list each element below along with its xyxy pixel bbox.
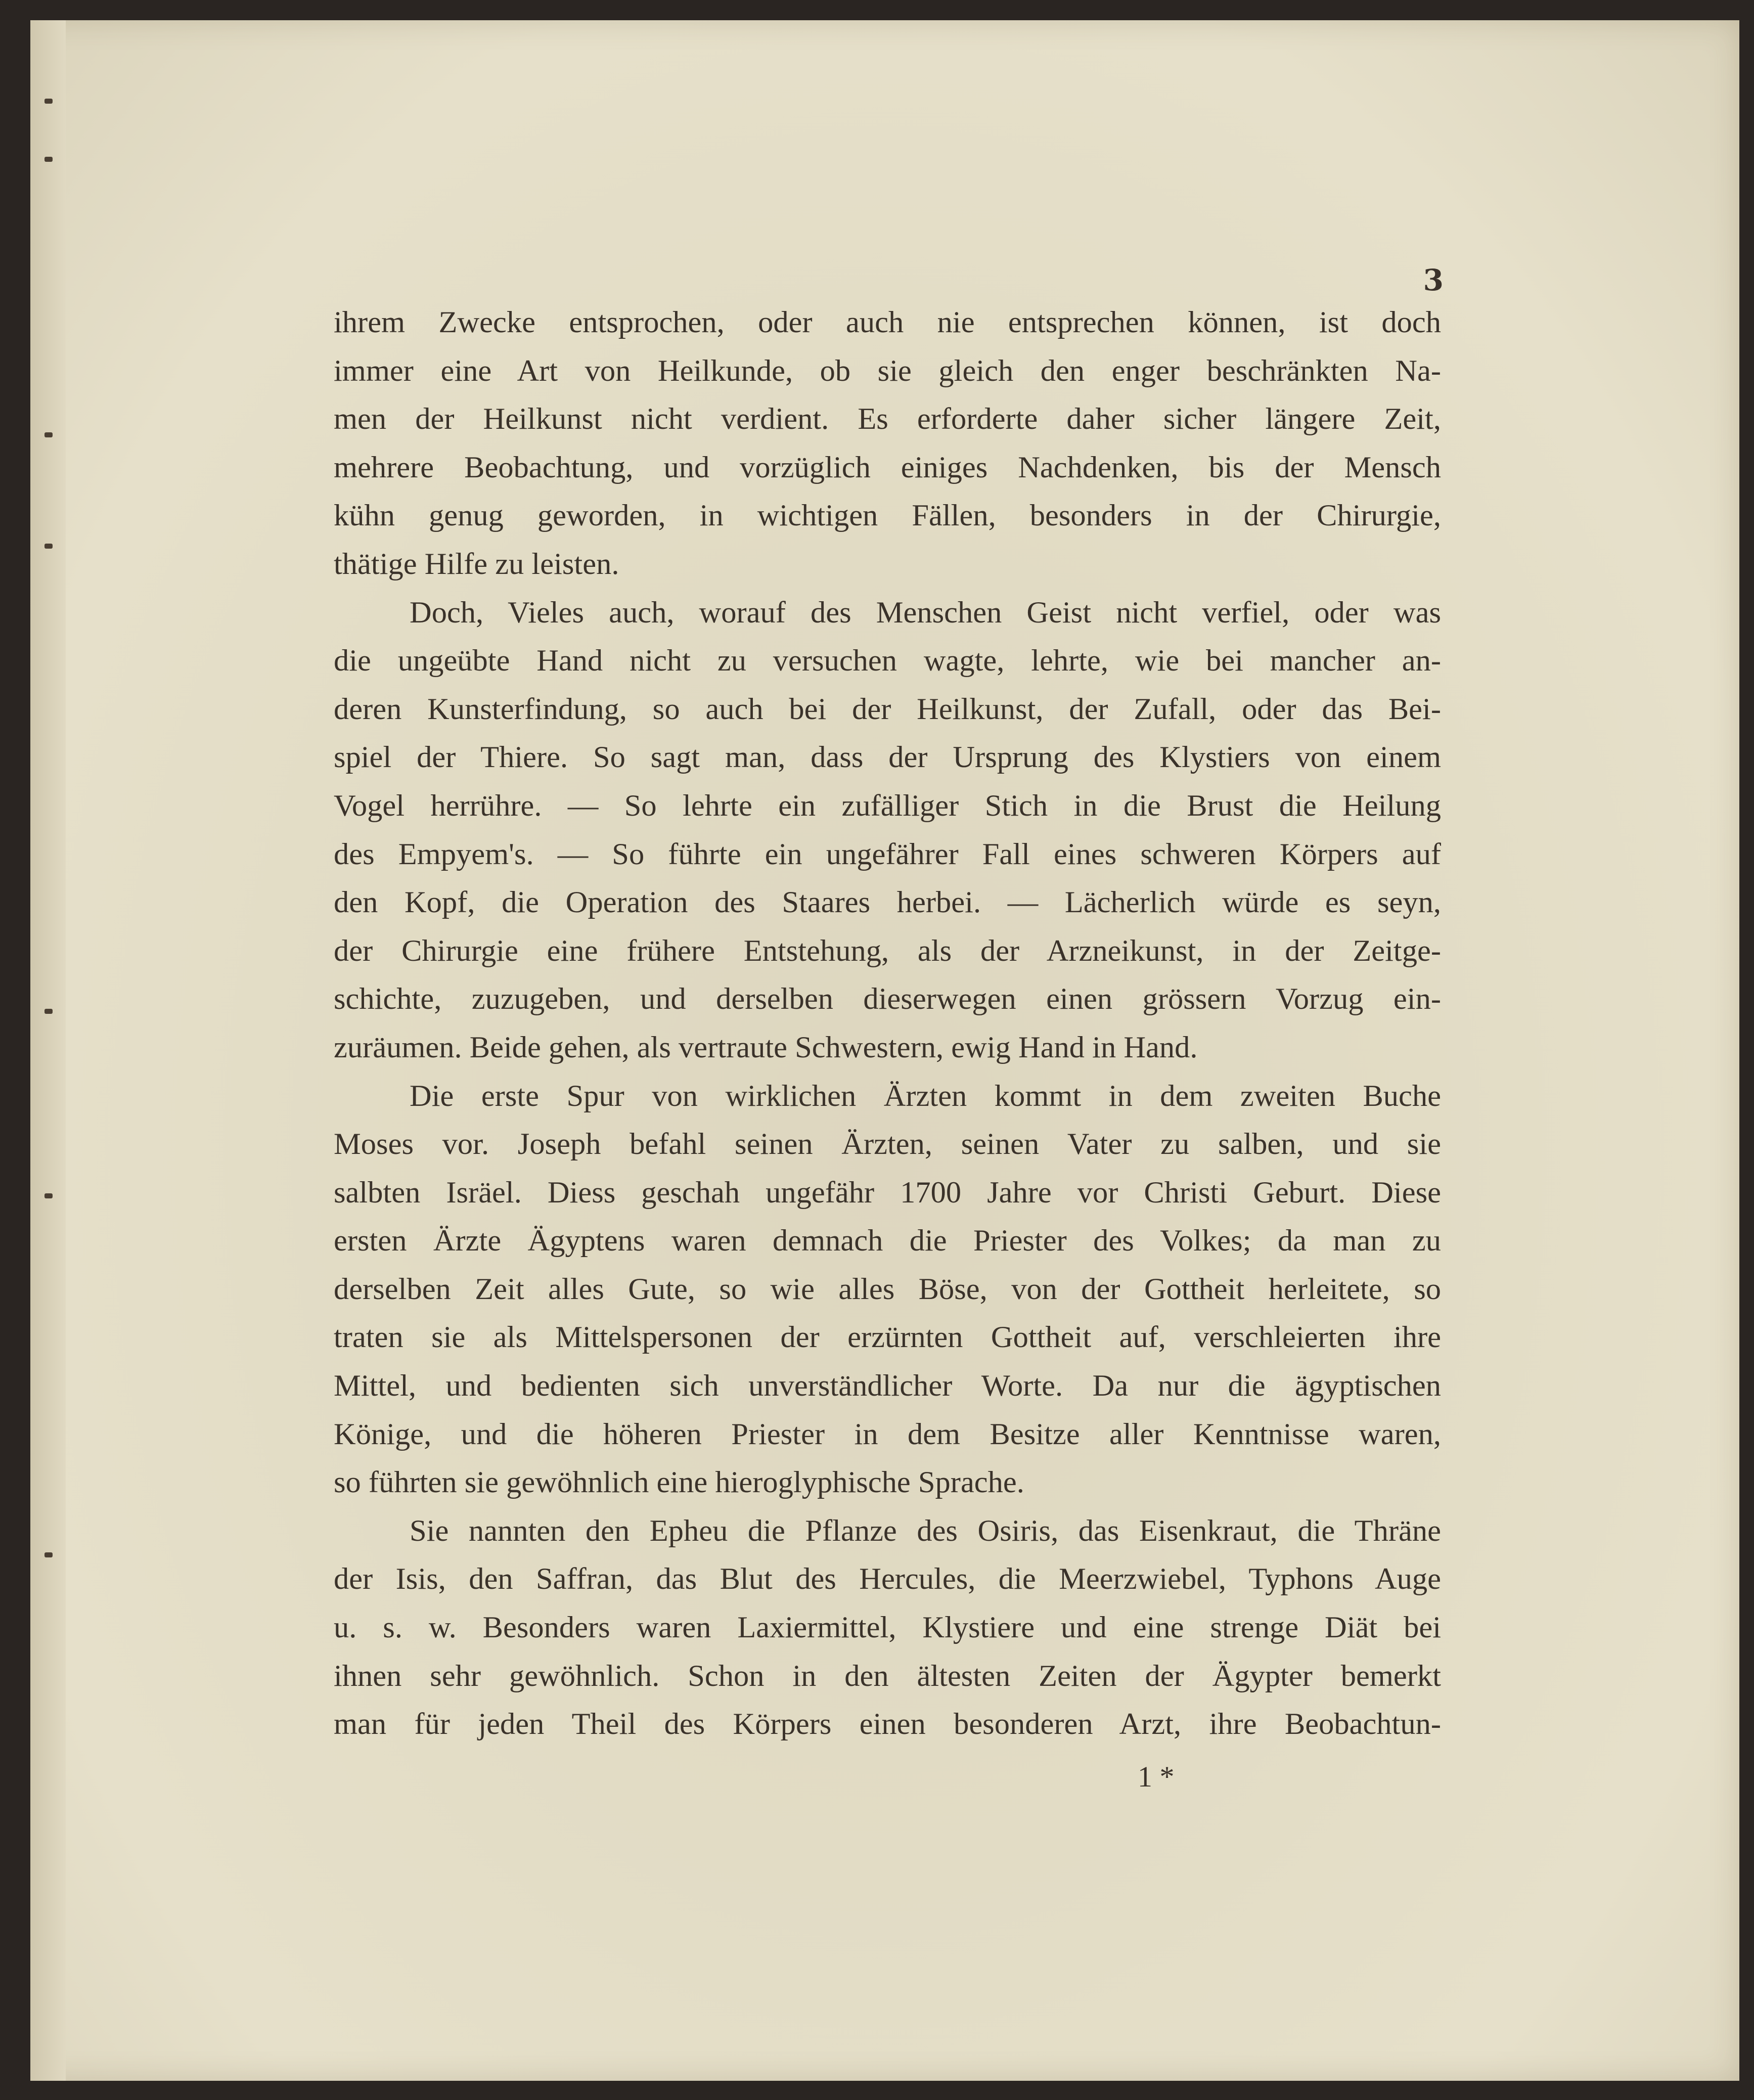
text-line: die ungeübte Hand nicht zu versuchen wagte, lehrte, wie bei mancher an- [334, 644, 1441, 678]
text-line: derselben Zeit alles Gute, so wie alles Böse, von der Gottheit herleitete, so [334, 1272, 1441, 1306]
text-line: thätige Hilfe zu leisten. [334, 547, 619, 581]
text-line: salbten Isräel. Diess geschah ungefähr 1700 Jahre vor Christi Geburt. Diese [334, 1175, 1441, 1210]
page-gutter [30, 20, 66, 2081]
text-line: Sie nannten den Epheu die Pflanze des Osiris, das Eisenkraut, die Thräne [410, 1513, 1441, 1548]
binding-stitch [44, 99, 53, 104]
text-line: Könige, und die höheren Priester in dem Besitze aller Kenntnisse waren, [334, 1417, 1441, 1451]
text-line: Mittel, und bedienten sich unverständlicher Worte. Da nur die ägyptischen [334, 1369, 1441, 1403]
text-line: Die erste Spur von wirklichen Ärzten kommt in dem zweiten Buche [410, 1079, 1441, 1113]
text-line: traten sie als Mittelspersonen der erzürnten Gottheit auf, verschleierten ihre [334, 1320, 1441, 1355]
text-line: so führten sie gewöhnlich eine hieroglyphische Sprache. [334, 1465, 1024, 1500]
text-line: des Empyem's. — So führte ein ungefährer Fall eines schweren Körpers auf [334, 837, 1441, 871]
text-line: der Chirurgie eine frühere Entstehung, als der Arzneikunst, in der Zeitge- [334, 933, 1441, 968]
page-number: 3 [1423, 263, 1444, 297]
text-line: man für jeden Theil des Körpers einen besonderen Arzt, ihre Beobachtun- [334, 1707, 1441, 1741]
text-line: deren Kunsterfindung, so auch bei der Heilkunst, der Zufall, oder das Bei- [334, 692, 1441, 726]
text-line: ersten Ärzte Ägyptens waren demnach die Priester des Volkes; da man zu [334, 1224, 1441, 1258]
text-line: ihnen sehr gewöhnlich. Schon in den ältesten Zeiten der Ägypter bemerkt [334, 1659, 1441, 1693]
binding-stitch [44, 1193, 53, 1198]
binding-stitch [44, 544, 53, 549]
text-line: Moses vor. Joseph befahl seinen Ärzten, seinen Vater zu salben, und sie [334, 1127, 1441, 1161]
text-line: mehrere Beobachtung, und vorzüglich einiges Nachdenken, bis der Mensch [334, 450, 1441, 484]
text-line: Vogel herrühre. — So lehrte ein zufälliger Stich in die Brust die Heilung [334, 788, 1441, 823]
text-line: Doch, Vieles auch, worauf des Menschen Geist nicht verfiel, oder was [410, 595, 1441, 630]
binding-stitch [44, 1552, 53, 1557]
text-line: ihrem Zwecke entsprochen, oder auch nie entsprechen können, ist doch [334, 305, 1441, 339]
text-line: den Kopf, die Operation des Staares herbei. — Lächerlich würde es seyn, [334, 885, 1441, 920]
binding-stitch [44, 432, 53, 437]
signature-mark: 1 * [1138, 1760, 1175, 1793]
binding-stitch [44, 1009, 53, 1014]
text-line: der Isis, den Saffran, das Blut des Hercules, die Meerzwiebel, Typhons Auge [334, 1562, 1441, 1596]
text-line: u. s. w. Besonders waren Laxiermittel, Klystiere und eine strenge Diät bei [334, 1611, 1441, 1645]
text-line: zuräumen. Beide gehen, als vertraute Schwestern, ewig Hand in Hand. [334, 1030, 1198, 1064]
text-line: kühn genug geworden, in wichtigen Fällen, besonders in der Chirurgie, [334, 499, 1441, 533]
binding-stitch [44, 157, 53, 162]
body-text [334, 298, 1441, 1749]
text-line: spiel der Thiere. So sagt man, dass der Ursprung des Klystiers von einem [334, 740, 1441, 775]
text-line: immer eine Art von Heilkunde, ob sie gleich den enger beschränkten Na- [334, 353, 1441, 388]
text-line: schichte, zuzugeben, und derselben dieserwegen einen grössern Vorzug ein- [334, 982, 1441, 1016]
text-line: men der Heilkunst nicht verdient. Es erforderte daher sicher längere Zeit, [334, 402, 1441, 436]
